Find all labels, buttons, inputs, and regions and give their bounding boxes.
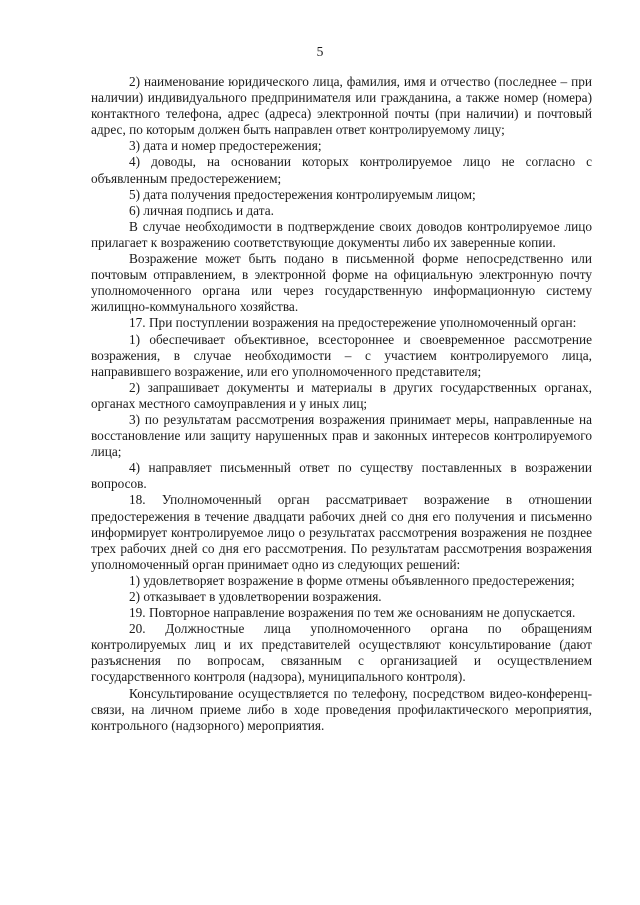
paragraph-item-2-applicant-name: 2) наименование юридического лица, фамилия, имя и отчество (последнее – при наличии) индивидуального предпринимателя или гражданина, а также номер (номера) контактного телефона, адрес (адреса) электронной почты (при наличии) и почтовый адрес, по которым должен быть направлен ответ контролируемому лицу; bbox=[91, 74, 592, 138]
paragraph-clause-17-item-2: 2) запрашивает документы и материалы в других государственных органах, органах местного самоуправления и у иных лиц; bbox=[91, 379, 592, 411]
page-number: 5 bbox=[316, 44, 324, 59]
paragraph-item-6-signature: 6) личная подпись и дата. bbox=[129, 202, 274, 218]
paragraph-clause-20: 20. Должностные лица уполномоченного органа по обращениям контролируемых лиц и их представителей осуществляют консультирование (дают разъяснения по вопросам, связанным с организацией и осуществлением государственного контроля (надзора), муниципального контроля). bbox=[91, 621, 592, 685]
paragraph-clause-18-item-2: 2) отказывает в удовлетворении возражения. bbox=[129, 589, 382, 604]
paragraph-clause-18: 18. Уполномоченный орган рассматривает возражение в отношении предостережения в течение двадцати рабочих дней со дня его получения и письменно информирует контролируемое лицо о результатах рассмотрения возражения не позднее трех рабочих дней со дня его рассмотрения. По результатам рассмотрения возражения уполномоченный орган принимает одно из следующих решений: bbox=[91, 492, 592, 572]
paragraph-item-4-arguments: 4) доводы, на основании которых контролируемое лицо не согласно с объявленным предостережением; bbox=[91, 154, 592, 186]
paragraph-submission-form: Возражение может быть подано в письменной форме непосредственно или почтовым отправлением, в электронной форме на официальную электронную почту уполномоченного органа или через государственную информационную систему жилищно-коммунального хозяйства. bbox=[91, 251, 592, 315]
paragraph-supporting-documents: В случае необходимости в подтверждение своих доводов контролируемое лицо прилагает к возражению соответствующие документы либо их заверенные копии. bbox=[91, 218, 592, 250]
paragraph-consulting-methods: Консультирование осуществляется по телефону, посредством видео-конференц-связи, на личном приеме либо в ходе проведения профилактического мероприятия, контрольного (надзорного) мероприятия. bbox=[91, 685, 592, 733]
document-body bbox=[91, 74, 592, 734]
paragraph-clause-18-item-1: 1) удовлетворяет возражение в форме отмены объявленного предостережения; bbox=[129, 572, 575, 588]
paragraph-clause-17-item-4: 4) направляет письменный ответ по существу поставленных в возражении вопросов. bbox=[91, 460, 592, 492]
paragraph-clause-17: 17. При поступлении возражения на предостережение уполномоченный орган: bbox=[129, 315, 577, 331]
paragraph-clause-17-item-3: 3) по результатам рассмотрения возражения принимает меры, направленные на восстановление или защиту нарушенных прав и законных интересов контролируемого лица; bbox=[91, 411, 592, 460]
paragraph-item-3-warning-date: 3) дата и номер предостережения; bbox=[129, 138, 322, 154]
paragraph-item-5-receipt-date: 5) дата получения предостережения контролируемым лицом; bbox=[129, 186, 476, 202]
paragraph-clause-19: 19. Повторное направление возражения по тем же основаниям не допускается. bbox=[129, 605, 576, 621]
paragraph-clause-17-item-1: 1) обеспечивает объективное, всестороннее и своевременное рассмотрение возражения, в случае необходимости – с участием контролируемого лица, направившего возражение, или его уполномоченного представителя; bbox=[91, 331, 592, 379]
